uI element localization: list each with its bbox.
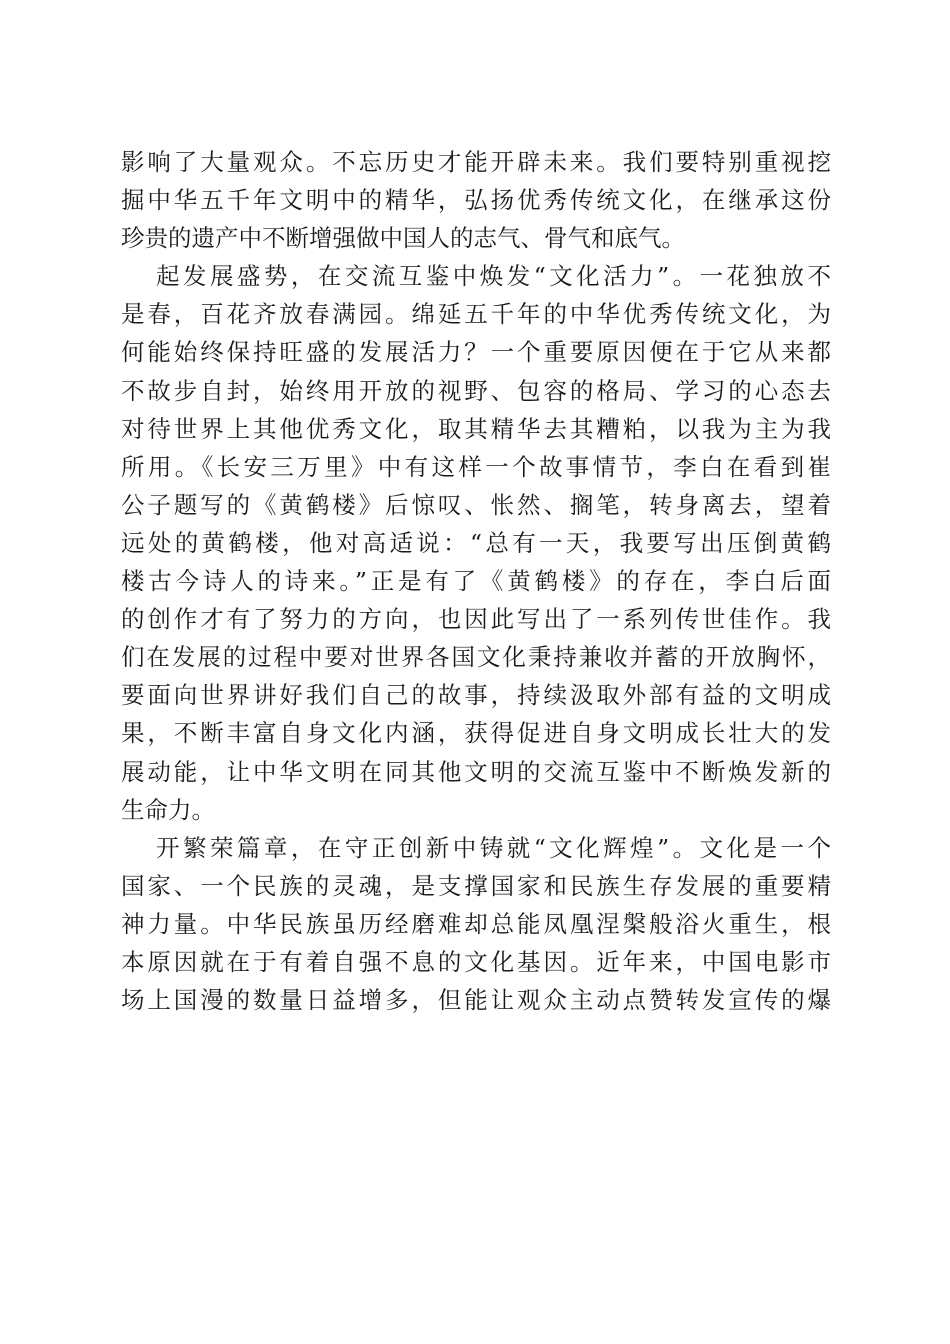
text-line: 远处的黄鹤楼，他对高适说：“总有一天，我要写出压倒黄鹤	[121, 528, 831, 557]
text-line: 楼古今诗人的诗来。”正是有了《黄鹤楼》的存在，李白后面	[121, 567, 831, 596]
text-line: 展动能，让中华文明在同其他文明的交流互鉴中不断焕发新的	[121, 757, 831, 786]
text-line: 珍贵的遗产中不断增强做中国人的志气、骨气和底气。	[121, 224, 685, 253]
text-line: 对待世界上其他优秀文化，取其精华去其糟粕，以我为主为我	[121, 414, 831, 443]
text-line: 本原因就在于有着自强不息的文化基因。近年来，中国电影市	[121, 947, 831, 976]
text-line: 所用。《长安三万里》中有这样一个故事情节，李白在看到崔	[121, 452, 831, 481]
text-line: 要面向世界讲好我们自己的故事，持续汲取外部有益的文明成	[121, 681, 831, 710]
text-line: 影响了大量观众。不忘历史才能开辟未来。我们要特别重视挖	[121, 148, 831, 176]
paragraph-start-line: 开繁荣篇章，在守正创新中铸就“文化辉煌”。文化是一个	[156, 833, 831, 862]
text-line: 神力量。中华民族虽历经磨难却总能凤凰涅槃般浴火重生，根	[121, 909, 831, 938]
text-line: 的创作才有了努力的方向，也因此写出了一系列传世佳作。我	[121, 605, 831, 634]
text-line: 们在发展的过程中要对世界各国文化秉持兼收并蓄的开放胸怀，	[121, 643, 831, 672]
text-line: 果，不断丰富自身文化内涵，获得促进自身文明成长壮大的发	[121, 719, 831, 748]
text-line: 何能始终保持旺盛的发展活力？一个重要原因便在于它从来都	[121, 338, 831, 367]
text-line: 场上国漫的数量日益增多，但能让观众主动点赞转发宣传的爆	[121, 986, 831, 1015]
body-text	[121, 143, 831, 1019]
text-line: 是春，百花齐放春满园。绵延五千年的中华优秀传统文化，为	[121, 300, 831, 329]
text-line: 不故步自封，始终用开放的视野、包容的格局、学习的心态去	[121, 376, 831, 405]
text-line: 掘中华五千年文明中的精华，弘扬优秀传统文化，在继承这份	[121, 186, 831, 215]
text-line: 生命力。	[121, 795, 215, 824]
paragraph-start-line: 起发展盛势，在交流互鉴中焕发“文化活力”。一花独放不	[156, 262, 831, 291]
text-line: 国家、一个民族的灵魂，是支撑国家和民族生存发展的重要精	[121, 871, 831, 900]
text-line: 公子题写的《黄鹤楼》后惊叹、怅然、搁笔，转身离去，望着	[121, 490, 831, 519]
